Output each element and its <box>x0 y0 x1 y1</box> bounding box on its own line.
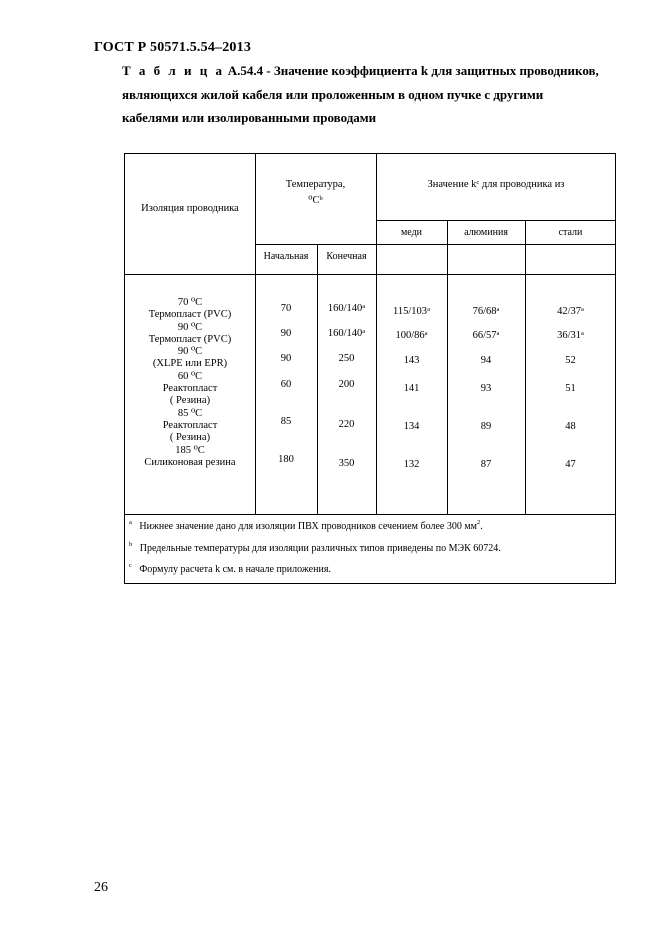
cell-final: 220 <box>338 419 355 430</box>
insulation-line: ( Резина) <box>169 432 211 444</box>
k-values-table <box>124 153 616 584</box>
cell-copper: 134 <box>403 421 420 432</box>
footnote-a <box>129 521 483 532</box>
insulation-line: (XLPE или EPR) <box>152 358 228 370</box>
k-suffix: для проводника из <box>479 179 565 190</box>
value: 160/140 <box>327 328 363 339</box>
footnote-text: Нижнее значение дано для изоляции ПВХ проводников сечением более 300 мм <box>139 521 477 532</box>
cell-final: 350 <box>338 458 355 469</box>
insulation-line: 70 ⁰C <box>177 297 203 308</box>
cell-initial: 90 <box>280 328 292 339</box>
value: 42/37 <box>557 306 582 317</box>
footnote-mark: a <box>496 306 500 313</box>
insulation-line: Силиконовая резина <box>144 456 236 468</box>
header-temperature: Температура, <box>285 179 346 190</box>
cell-steel: 52 <box>565 355 576 366</box>
cell-steel <box>525 330 616 342</box>
cell-aluminum: 87 <box>480 459 492 470</box>
header-insulation: Изоляция проводника <box>141 203 239 214</box>
cell-aluminum: 93 <box>480 383 492 394</box>
header-temperature-unit <box>255 195 376 207</box>
cell-aluminum: 94 <box>480 355 492 366</box>
document-header: ГОСТ Р 50571.5.54–2013 <box>94 40 252 55</box>
cell-steel: 48 <box>565 421 576 432</box>
footnote-mark: a <box>581 330 584 337</box>
cell-copper <box>376 330 447 342</box>
value: 160/140 <box>327 303 363 314</box>
value: 76/68 <box>472 306 497 317</box>
footnote-mark: b <box>129 541 133 548</box>
temperature-footnote-mark: b <box>319 195 323 202</box>
k-prefix: Значение k <box>427 179 477 190</box>
value: 115/103 <box>393 306 428 317</box>
cell-aluminum: 89 <box>480 421 492 432</box>
insulation-line: 90 ⁰C <box>177 346 203 358</box>
cell-final <box>317 328 376 340</box>
cell-initial: 60 <box>280 379 292 390</box>
cell-final: 200 <box>338 379 355 390</box>
cell-initial: 90 <box>280 353 292 364</box>
caption-number: А.54.4 - <box>227 63 271 78</box>
insulation-line: 185 ⁰C <box>175 444 205 456</box>
cell-initial: 180 <box>278 454 294 465</box>
grid-line <box>125 274 615 275</box>
footnote-mark: c <box>129 562 132 569</box>
footnote-c <box>129 564 331 575</box>
header-final: Конечная <box>326 251 367 262</box>
footnote-b <box>129 543 501 554</box>
grid-line <box>125 514 615 515</box>
cell-steel: 47 <box>565 459 576 470</box>
page-number: 26 <box>94 880 108 895</box>
insulation-line: Термопласт (PVC) <box>148 309 232 321</box>
footnote-mark: a <box>496 330 500 337</box>
cell-copper: 143 <box>403 355 420 366</box>
caption-text-line1: Значение коэффициента k для защитных проводников, <box>273 63 599 78</box>
footnote-mark: a <box>427 306 430 313</box>
header-steel: стали <box>558 227 583 238</box>
cell-initial: 70 <box>280 303 292 314</box>
cell-steel <box>525 306 616 318</box>
cell-aluminum <box>447 306 525 318</box>
footnote-text: Предельные температуры для изоляции различных типов приведены по МЭК 60724. <box>139 543 501 554</box>
footnote-exponent: 2 <box>476 519 481 526</box>
footnote-end: . <box>480 521 483 532</box>
footnote-mark: a <box>129 519 132 526</box>
cell-copper: 132 <box>403 459 420 470</box>
cell-final: 250 <box>338 353 355 364</box>
value: 100/86 <box>395 330 425 341</box>
insulation-line: Термопласт (PVC) <box>148 333 232 345</box>
header-copper: меди <box>400 227 423 238</box>
table-caption-line1 <box>122 63 599 79</box>
table-caption-line2: являющихся жилой кабеля или проложенным в одном пучке с другими <box>122 87 544 102</box>
cell-steel: 51 <box>565 383 576 394</box>
cell-copper: 141 <box>403 383 420 394</box>
table-caption-line3: кабелями или изолированными проводами <box>122 110 377 125</box>
footnote-mark: a <box>424 330 428 337</box>
grid-line <box>376 244 616 245</box>
caption-prefix: Т а б л и ц а <box>122 63 225 78</box>
cell-final <box>317 303 376 315</box>
k-footnote-mark: c <box>476 179 480 186</box>
value: 36/31 <box>557 330 582 341</box>
footnote-mark: a <box>362 328 366 335</box>
header-aluminum: алюминия <box>464 227 508 238</box>
insulation-line: Реактопласт <box>162 383 218 395</box>
footnote-mark: a <box>362 303 366 310</box>
grid-line <box>376 220 616 221</box>
footnote-mark: a <box>581 306 584 313</box>
cell-aluminum <box>447 330 525 342</box>
grid-line <box>255 244 377 245</box>
value: 66/57 <box>472 330 497 341</box>
insulation-line: 60 ⁰C <box>177 370 203 382</box>
insulation-line: 90 ⁰C <box>177 321 203 333</box>
insulation-line: Реактопласт <box>162 419 218 431</box>
cell-initial: 85 <box>280 416 292 427</box>
insulation-line: 85 ⁰C <box>177 407 203 419</box>
footnote-text: Формулу расчета k см. в начале приложения. <box>139 564 331 575</box>
insulation-line: ( Резина) <box>169 395 211 407</box>
temperature-unit: ⁰C <box>308 195 320 206</box>
cell-copper <box>376 306 447 318</box>
insulation-cell <box>125 297 255 469</box>
header-initial: Начальная <box>263 251 309 262</box>
header-k-value <box>376 179 616 191</box>
